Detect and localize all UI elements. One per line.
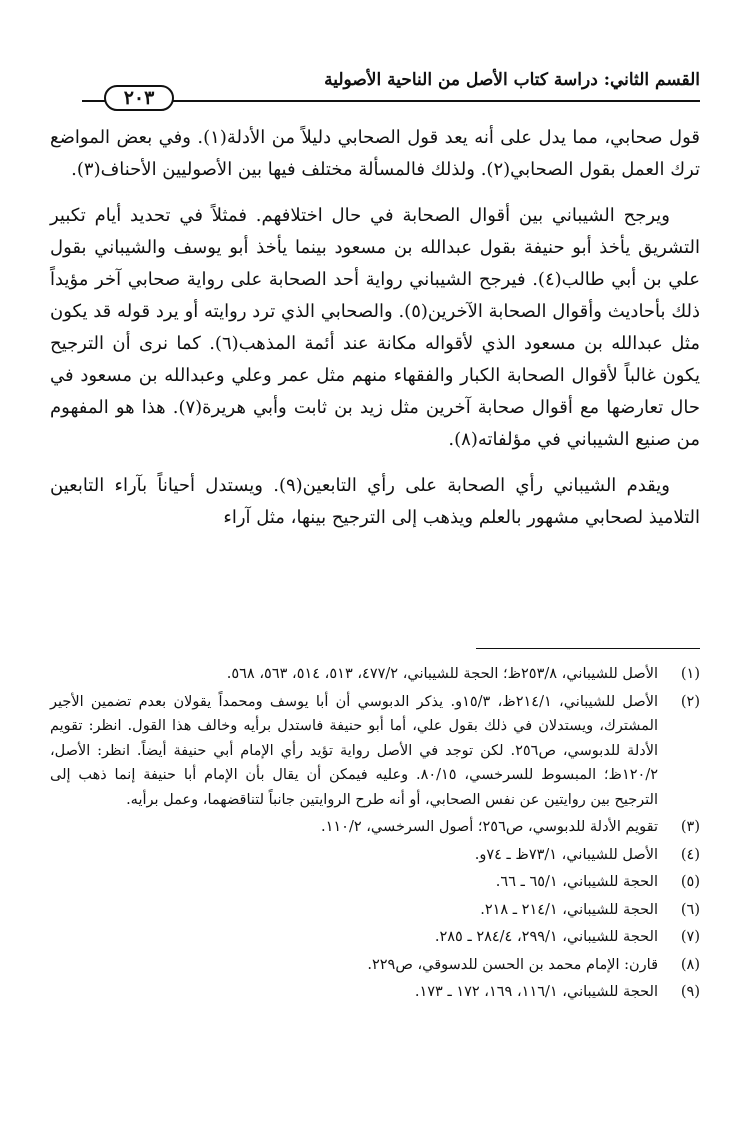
footnote-text: الأصل للشيباني، ٢١٤/١ظ، ١٥/٣و. يذكر الدبوسي أن أبا يوسف ومحمداً يقولان بعدم تضمين الأجير المشترك، ويستدلان في ذلك بقول علي، أما أبو حنيفة فاستدل برأيه وخالف هذا القول. انظر: تقويم الأدلة للدبوسي، ص٢٥٦. لكن توجد في الأصل رواية تؤيد رأي الإمام أبي حنيفة أيضاً. انظر: الأصل، ١٢٠/٢ظ؛ المبسوط للسرخسي، ٨٠/١٥. وعليه فيمكن أن يقال بأن الإمام أبا حنيفة إنما ذهب إلى الترجيح بين روايتين عن نفس الصحابي، أو أنه طرح الروايتين جانباً لتناقضهما، وعمل برأيه. [50, 693, 658, 808]
footnote [50, 980, 700, 1005]
footnote [50, 690, 700, 813]
footnote [50, 898, 700, 923]
footnote-text: قارن: الإمام محمد بن الحسن للدسوقي، ص٢٢٩. [367, 956, 658, 973]
running-title: القسم الثاني: دراسة كتاب الأصل من الناحية الأصولية [324, 70, 700, 90]
footnote-number: (٤) [680, 846, 700, 863]
footnote [50, 815, 700, 840]
page-header [82, 70, 700, 110]
paragraph: ويقدم الشيباني رأي الصحابة على رأي التابعين(٩). ويستدل أحياناً بآراء التابعين التلاميذ لصحابي مشهور بالعلم ويذهب إلى الترجيح بينها، مثل آراء [50, 475, 700, 528]
footnote-number: (٧) [680, 929, 700, 945]
footnote-number: (٢) [680, 693, 700, 710]
footnote-number: (٦) [680, 901, 700, 918]
footnote [50, 843, 700, 868]
footnote [50, 953, 700, 978]
footnote-text: الحجة للشيباني، ٢٩٩/١، ٢٨٤/٤ ـ ٢٨٥. [434, 929, 658, 945]
main-text [50, 122, 700, 548]
footnote-text: الحجة للشيباني، ٦٥/١ ـ ٦٦. [495, 874, 658, 890]
footnotes [50, 662, 700, 1008]
paragraph: ويرجح الشيباني بين أقوال الصحابة في حال اختلافهم. فمثلاً في تحديد أيام تكبير التشريق يأخذ أبو حنيفة بقول عبدالله بن مسعود بينما يأخذ أبو يوسف والشيباني بقول علي بن أبي طالب(٤). فيرجح الشيباني رواية أحد الصحابة على رواية صحابي آخر مؤيداً ذلك بأحاديث وأقوال الصحابة الآخرين(٥). والصحابي الذي ترد روايته أو يرد قوله قد يكون مثل عبدالله بن مسعود الذي لأقواله مكانة عند أئمة المذهب(٦). كما نرى أن الترجيح يكون غالباً لأقوال الصحابة الكبار والفقهاء منهم مثل عمر وعلي وعبدالله بن مسعود في حال تعارضها مع أقوال صحابة آخرين مثل زيد بن ثابت وأبي هريرة(٧). هذا هو المفهوم من صنيع الشيباني في مؤلفاته(٨). [50, 205, 700, 450]
footnote-number: (٥) [680, 874, 700, 890]
footnote [50, 870, 700, 895]
footnote-text: الحجة للشيباني، ١١٦/١، ١٦٩، ١٧٢ ـ ١٧٣. [414, 984, 658, 1000]
header-rule [82, 100, 700, 102]
footnote-text: تقويم الأدلة للدبوسي، ص٢٥٦؛ أصول السرخسي، ١١٠/٢. [320, 819, 658, 835]
footnote-separator [476, 648, 700, 649]
paragraph: قول صحابي، مما يدل على أنه يعد قول الصحابي دليلاً من الأدلة(١). وفي بعض المواضع ترك العمل بقول الصحابي(٢). ولذلك فالمسألة مختلف فيها بين الأصوليين الأحناف(٣). [50, 127, 700, 180]
page-number: ٢٠٣ [104, 85, 174, 111]
footnote-number: (٩) [680, 984, 700, 1000]
footnote-number: (٣) [680, 819, 700, 835]
footnote-text: الحجة للشيباني، ٢١٤/١ ـ ٢١٨. [480, 901, 658, 918]
footnote [50, 925, 700, 950]
footnote-number: (١) [680, 666, 700, 682]
footnote-text: الأصل للشيباني، ٢٥٣/٨ظ؛ الحجة للشيباني، ٤٧٧/٢، ٥١٣، ٥١٤، ٥٦٣، ٥٦٨. [226, 666, 658, 682]
footnote-text: الأصل للشيباني، ٧٣/١ظ ـ ٧٤و. [474, 846, 658, 863]
footnote-number: (٨) [680, 956, 700, 973]
footnote [50, 662, 700, 687]
